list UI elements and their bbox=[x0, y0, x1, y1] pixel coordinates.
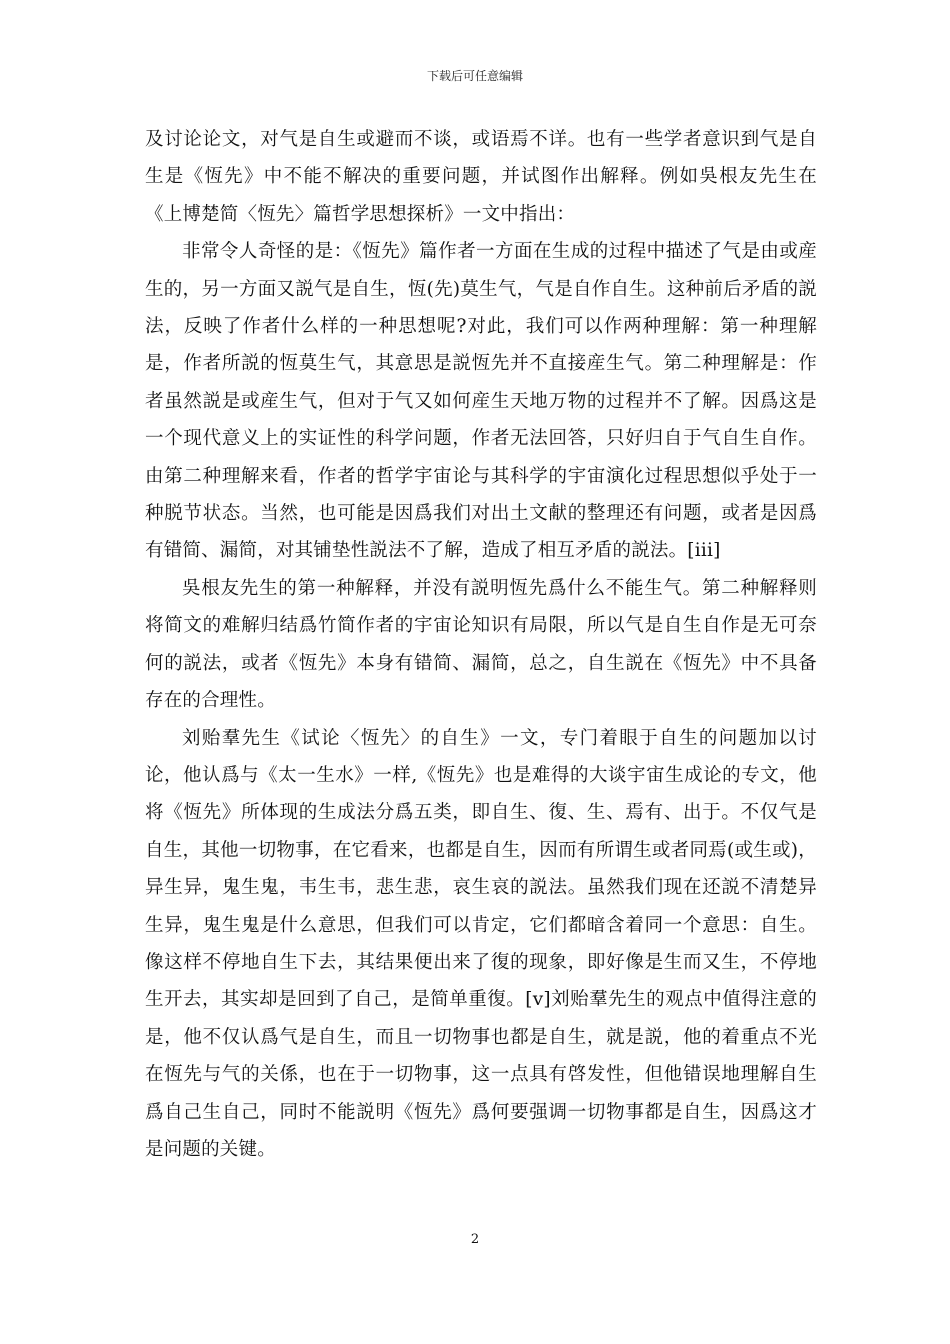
paragraph: 刘贻羣先生《试论〈恆先〉的自生》一文，专门着眼于自生的问题加以讨论，他认爲与《太一生水》一样,《恆先》也是难得的大谈宇宙生成论的专文，他将《恆先》所体现的生成法分爲五类，即自生、復、生、焉有、出于。不仅气是自生，其他一切物事，在它看来，也都是自生，因而有所谓生或者同焉(或生或)，异生异，鬼生鬼，韦生韦，悲生悲，哀生哀的説法。虽然我们现在还説不清楚异生异，鬼生鬼是什么意思，但我们可以肯定，它们都暗含着同一个意思：自生。像这样不停地自生下去，其结果便出来了復的现象，即好像是生而又生，不停地生开去，其实却是回到了自己，是简单重復。[v]刘贻羣先生的观点中值得注意的是，他不仅认爲气是自生，而且一切物事也都是自生，就是説，他的着重点不光在恆先与气的关係，也在于一切物事，这一点具有啓发性，但他错误地理解自生爲自己生自己，同时不能説明《恆先》爲何要强调一切物事都是自生，因爲这才是问题的关键。 bbox=[145, 727, 817, 1160]
block-quote-paragraph: 非常令人奇怪的是：《恆先》篇作者一方面在生成的过程中描述了气是由或産生的，另一方面又説气是自生，恆(先)莫生气，气是自作自生。这种前后矛盾的説法，反映了作者什么样的一种思想呢?对此，我们可以作两种理解：第一种理解是，作者所説的恆莫生气，其意思是説恆先并不直接産生气。第二种理解是：作者虽然説是或産生气，但对于气又如何産生天地万物的过程并不了解。因爲这是一个现代意义上的实证性的科学问题，作者无法回答，只好归自于气自生自作。由第二种理解来看，作者的哲学宇宙论与其科学的宇宙演化过程思想似乎处于一种脱节状态。当然，也可能是因爲我们对出土文献的整理还有问题，或者是因爲有错简、漏简，对其铺垫性説法不了解，造成了相互矛盾的説法。[iii] bbox=[145, 241, 817, 562]
document-body bbox=[145, 121, 817, 1168]
paragraph: 吳根友先生的第一种解释，并没有説明恆先爲什么不能生气。第二种解释则将简文的难解归结爲竹简作者的宇宙论知识有局限，所以气是自生自作是无可奈何的説法，或者《恆先》本身有错简、漏简，总之，自生説在《恆先》中不具备存在的合理性。 bbox=[145, 577, 817, 712]
header-note: 下载后可任意编辑 bbox=[426, 69, 523, 83]
paragraph: 及讨论论文，对气是自生或避而不谈，或语焉不详。也有一些学者意识到气是自生是《恆先》中不能不解决的重要问题，并试图作出解释。例如吳根友先生在《上博楚简〈恆先〉篇哲学思想探析》一文中指出： bbox=[145, 129, 817, 225]
page-number: 2 bbox=[470, 1232, 480, 1247]
